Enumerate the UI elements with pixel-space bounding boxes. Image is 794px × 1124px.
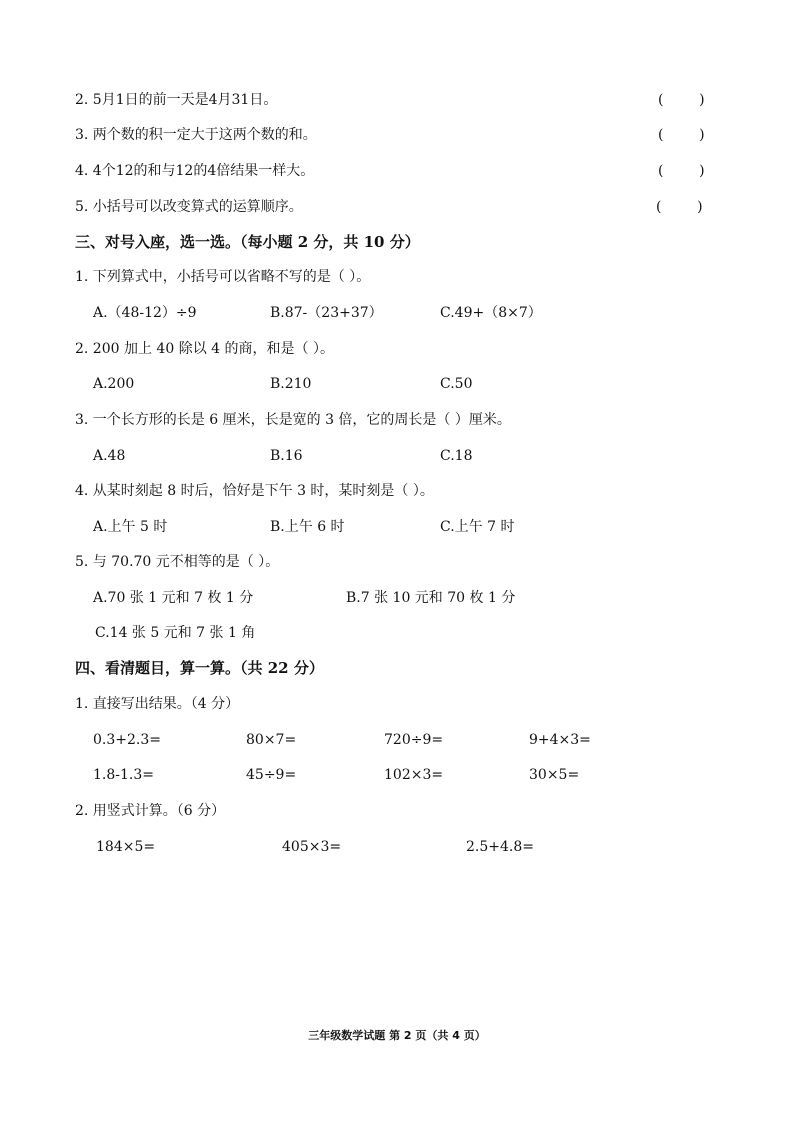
answer-paren-5[interactable]: ( ) — [656, 199, 703, 215]
s4-q1-stem: 1. 直接写出结果。（4 分） — [75, 696, 240, 712]
s3-q3-option-c[interactable]: C.18 — [440, 448, 473, 464]
answer-paren-3[interactable]: ( ) — [658, 127, 705, 143]
judge-item-2: 2. 5月1日的前一天是4月31日。 — [75, 92, 278, 108]
calc-item: 30×5= — [529, 767, 580, 783]
section3-title: 三、对号入座，选一选。（每小题 2 分，共 10 分） — [75, 233, 420, 251]
judge-item-4: 4. 4个12的和与12的4倍结果一样大。 — [75, 163, 315, 179]
calc-item: 80×7= — [246, 732, 297, 748]
s3-q1-option-a[interactable]: A.（48-12）÷9 — [93, 305, 197, 321]
calc-item: 102×3= — [384, 767, 444, 783]
s3-q5-option-c[interactable]: C.14 张 5 元和 7 张 1 角 — [95, 625, 256, 641]
s3-q5-option-a[interactable]: A.70 张 1 元和 7 枚 1 分 — [93, 590, 254, 606]
s3-q1-option-b[interactable]: B.87-（23+37） — [270, 305, 383, 321]
s3-q2-option-a[interactable]: A.200 — [93, 376, 135, 392]
section4-title: 四、看清题目，算一算。（共 22 分） — [75, 659, 324, 677]
s3-q4-stem: 4. 从某时刻起 8 时后，恰好是下午 3 时，某时刻是（ ）。 — [75, 483, 434, 499]
s3-q2-stem: 2. 200 加上 40 除以 4 的商，和是（ ）。 — [75, 341, 334, 357]
calc-item: 720÷9= — [384, 732, 444, 748]
s3-q3-option-a[interactable]: A.48 — [93, 448, 126, 464]
s3-q5-option-b[interactable]: B.7 张 10 元和 70 枚 1 分 — [346, 590, 516, 606]
s4-q2-stem: 2. 用竖式计算。（6 分） — [75, 803, 226, 819]
answer-paren-4[interactable]: ( ) — [658, 163, 705, 179]
s3-q2-option-c[interactable]: C.50 — [440, 376, 473, 392]
vertical-calc-item: 405×3= — [282, 839, 342, 855]
s3-q3-option-b[interactable]: B.16 — [270, 448, 303, 464]
s3-q4-option-b[interactable]: B.上午 6 时 — [270, 519, 345, 535]
page-footer: 三年级数学试题 第 2 页（共 4 页） — [308, 1029, 486, 1042]
answer-paren-2[interactable]: ( ) — [658, 92, 705, 108]
s3-q2-option-b[interactable]: B.210 — [270, 376, 312, 392]
vertical-calc-item: 184×5= — [96, 839, 156, 855]
calc-item: 9+4×3= — [529, 732, 591, 748]
s3-q3-stem: 3. 一个长方形的长是 6 厘米，长是宽的 3 倍，它的周长是（ ）厘米。 — [75, 412, 511, 428]
judge-item-5: 5. 小括号可以改变算式的运算顺序。 — [75, 199, 303, 215]
s3-q4-option-a[interactable]: A.上午 5 时 — [93, 519, 168, 535]
s3-q4-option-c[interactable]: C.上午 7 时 — [440, 519, 515, 535]
calc-item: 0.3+2.3= — [93, 732, 161, 748]
vertical-calc-item: 2.5+4.8= — [466, 839, 534, 855]
calc-item: 45÷9= — [246, 767, 297, 783]
s3-q1-stem: 1. 下列算式中，小括号可以省略不写的是（ ）。 — [75, 269, 371, 285]
s3-q5-stem: 5. 与 70.70 元不相等的是（ ）。 — [75, 554, 280, 570]
judge-item-3: 3. 两个数的积一定大于这两个数的和。 — [75, 127, 317, 143]
calc-item: 1.8-1.3= — [93, 767, 154, 783]
s3-q1-option-c[interactable]: C.49+（8×7） — [440, 305, 542, 321]
